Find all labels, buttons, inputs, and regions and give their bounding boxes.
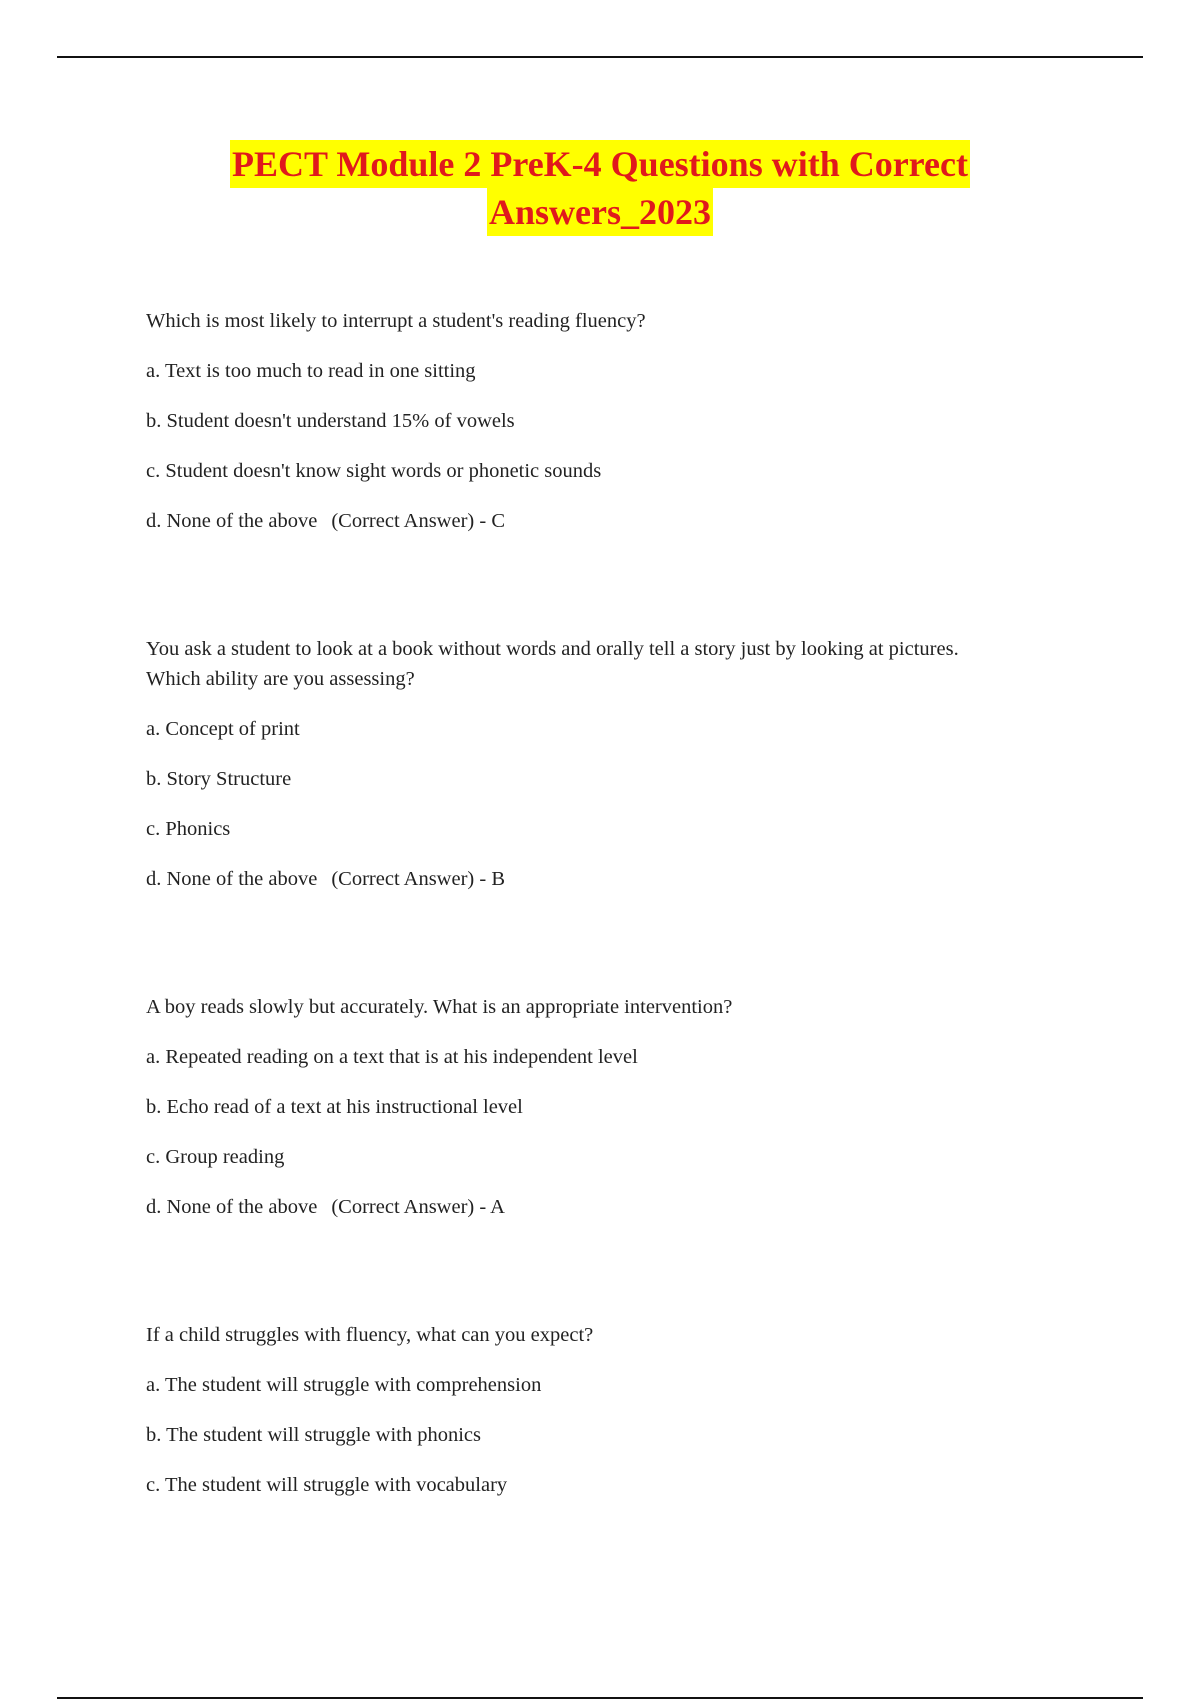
bottom-divider: [57, 1697, 1143, 1699]
option-b: b. Echo read of a text at his instructional level: [146, 1096, 523, 1118]
question-3: [146, 992, 1046, 1222]
option-c: c. Phonics: [146, 818, 231, 840]
option-d-text: d. None of the above: [146, 1196, 318, 1218]
question-text: Which is most likely to interrupt a student's reading fluency?: [146, 310, 646, 332]
question-list: [146, 306, 1046, 1500]
question-text: [146, 634, 1046, 694]
option-c: c. Group reading: [146, 1146, 285, 1168]
option-b: b. Student doesn't understand 15% of vowels: [146, 410, 515, 432]
document-title: [0, 140, 1200, 236]
option-c: c. Student doesn't know sight words or phonetic sounds: [146, 460, 602, 482]
option-a: a. Concept of print: [146, 718, 300, 740]
option-a: a. The student will struggle with comprehension: [146, 1374, 542, 1396]
question-text-line-1: You ask a student to look at a book without words and orally tell a story just by looking at pictures.: [146, 638, 959, 660]
correct-answer: (Correct Answer) - C: [331, 510, 505, 532]
title-line-1: PECT Module 2 PreK-4 Questions with Correct: [230, 140, 970, 188]
top-divider: [57, 56, 1143, 58]
title-line-2: Answers_2023: [487, 188, 713, 236]
correct-answer: (Correct Answer) - A: [331, 1196, 505, 1218]
option-d: [146, 1192, 1046, 1222]
option-c: c. The student will struggle with vocabulary: [146, 1474, 508, 1496]
question-1: [146, 306, 1046, 536]
option-d-text: d. None of the above: [146, 868, 318, 890]
option-d-text: d. None of the above: [146, 510, 318, 532]
option-d: [146, 506, 1046, 536]
option-b: b. Story Structure: [146, 768, 292, 790]
option-a: a. Repeated reading on a text that is at his independent level: [146, 1046, 638, 1068]
question-2: [146, 634, 1046, 894]
question-4: [146, 1320, 1046, 1500]
question-text-line-2: Which ability are you assessing?: [146, 668, 415, 690]
option-d: [146, 864, 1046, 894]
option-a: a. Text is too much to read in one sitting: [146, 360, 476, 382]
correct-answer: (Correct Answer) - B: [331, 868, 505, 890]
question-text: If a child struggles with fluency, what can you expect?: [146, 1324, 594, 1346]
question-text: A boy reads slowly but accurately. What is an appropriate intervention?: [146, 996, 733, 1018]
option-b: b. The student will struggle with phonics: [146, 1424, 481, 1446]
